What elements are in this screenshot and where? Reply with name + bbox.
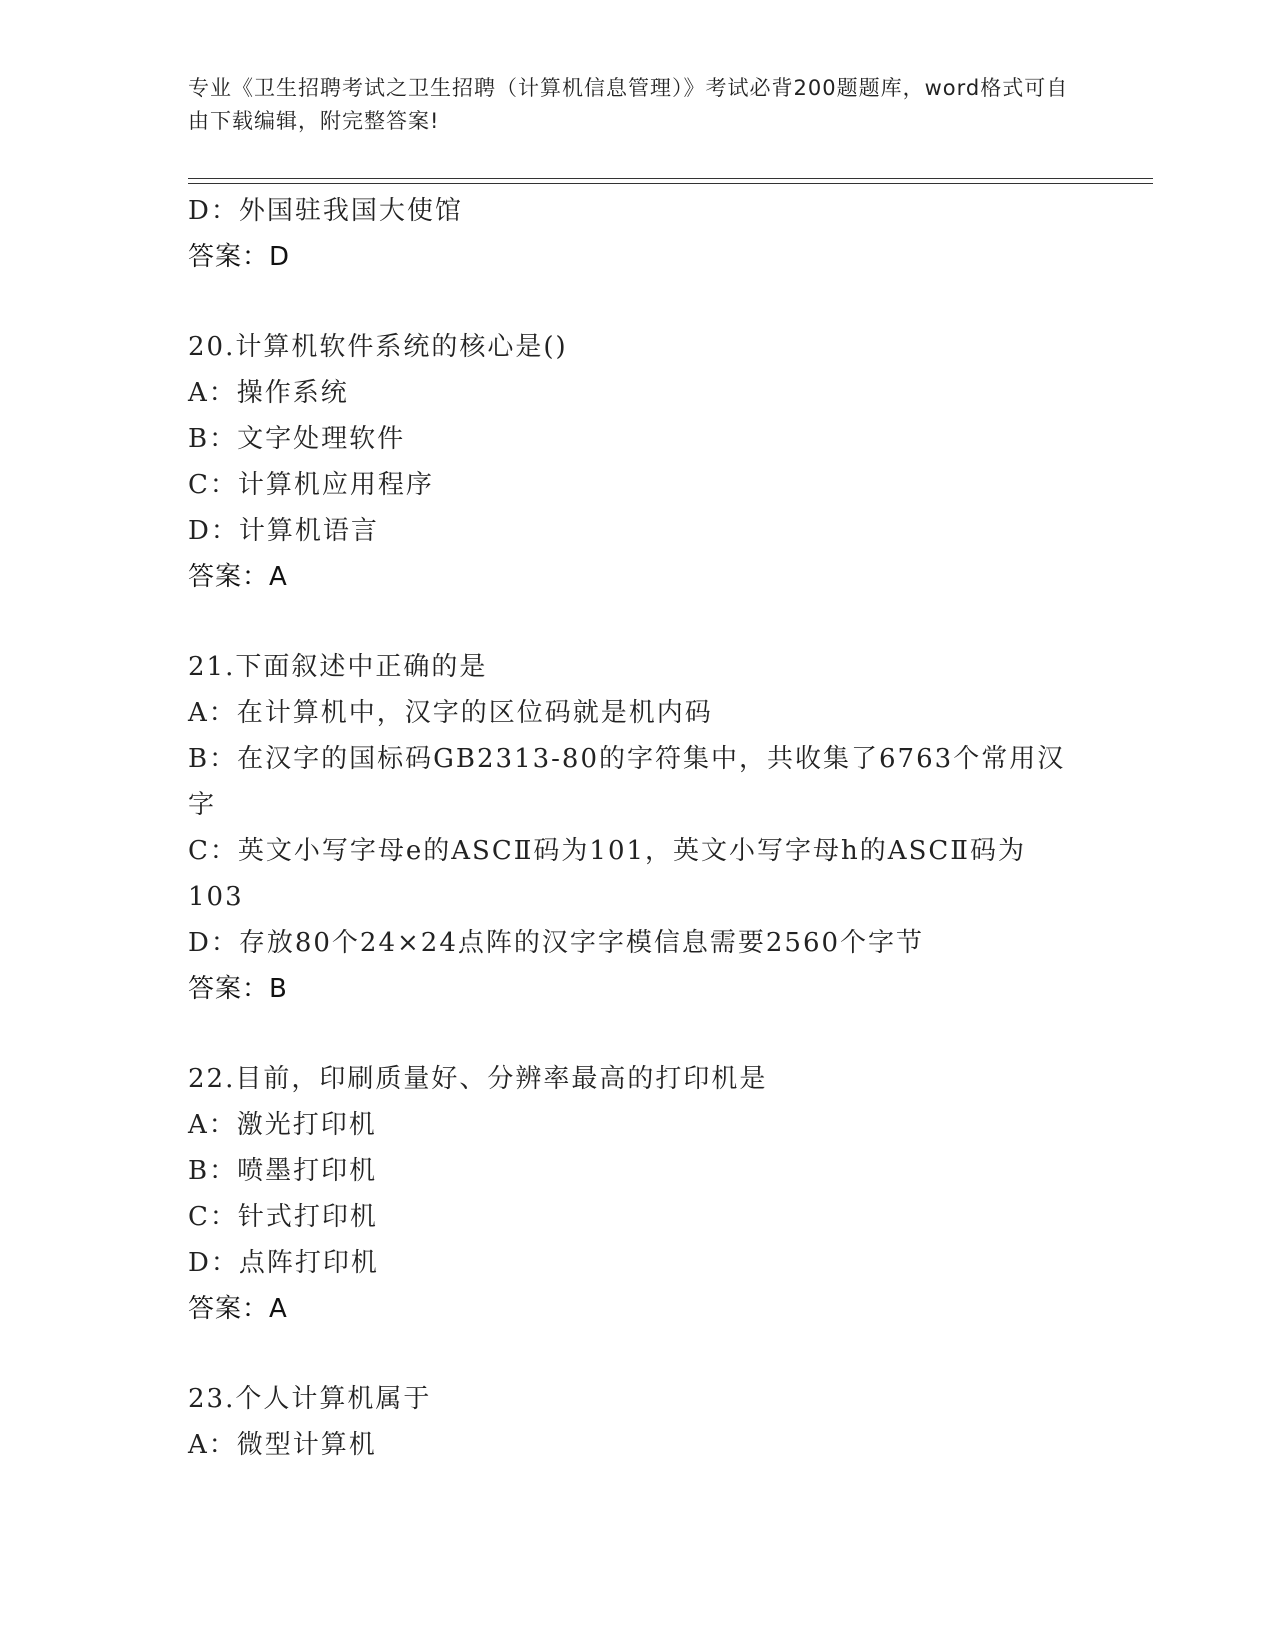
option-b: B：在汉字的国标码GB2313-80的字符集中，共收集了6763个常用汉字 (188, 744, 1066, 820)
question-20 (188, 324, 1068, 600)
option-a: A：在计算机中，汉字的区位码就是机内码 (188, 698, 713, 728)
option-d: D：存放80个24×24点阵的汉字字模信息需要2560个字节 (188, 928, 925, 958)
option-a: A：操作系统 (188, 378, 349, 408)
option-c: C：计算机应用程序 (188, 470, 434, 500)
question-21 (188, 644, 1068, 1012)
option-d: D：计算机语言 (188, 516, 379, 546)
answer: 答案：B (188, 974, 288, 1004)
option-c: C：英文小写字母e的ASCⅡ码为101，英文小写字母h的ASCⅡ码为103 (188, 836, 1026, 912)
question-stem: 22.目前，印刷质量好、分辨率最高的打印机是 (188, 1064, 768, 1094)
answer: 答案：A (188, 562, 288, 592)
spacer (188, 1012, 1068, 1056)
question-22 (188, 1056, 1068, 1332)
answer: 答案：D (188, 242, 291, 272)
spacer (188, 600, 1068, 644)
spacer (188, 1332, 1068, 1376)
option-c: C：针式打印机 (188, 1202, 378, 1232)
question-stem: 21.下面叙述中正确的是 (188, 652, 488, 682)
question-list (188, 188, 1068, 1468)
answer: 答案：A (188, 1294, 288, 1324)
question-stem: 20.计算机软件系统的核心是() (188, 332, 568, 362)
option-b: B：文字处理软件 (188, 424, 406, 454)
option-d: D：点阵打印机 (188, 1248, 379, 1278)
header-divider-top (188, 178, 1153, 179)
spacer (188, 280, 1068, 324)
option-a: A：激光打印机 (188, 1110, 377, 1140)
header-divider-bottom (188, 183, 1153, 184)
document-header: 专业《卫生招聘考试之卫生招聘（计算机信息管理）》考试必背200题题库，word格式可自由下载编辑，附完整答案! (188, 76, 1069, 133)
question-stem: 23.个人计算机属于 (188, 1384, 432, 1414)
question-23 (188, 1376, 1068, 1468)
option-a: A：微型计算机 (188, 1430, 377, 1460)
question-19-tail (188, 188, 1068, 280)
option-b: B：喷墨打印机 (188, 1156, 378, 1186)
option-d: D：外国驻我国大使馆 (188, 196, 463, 226)
